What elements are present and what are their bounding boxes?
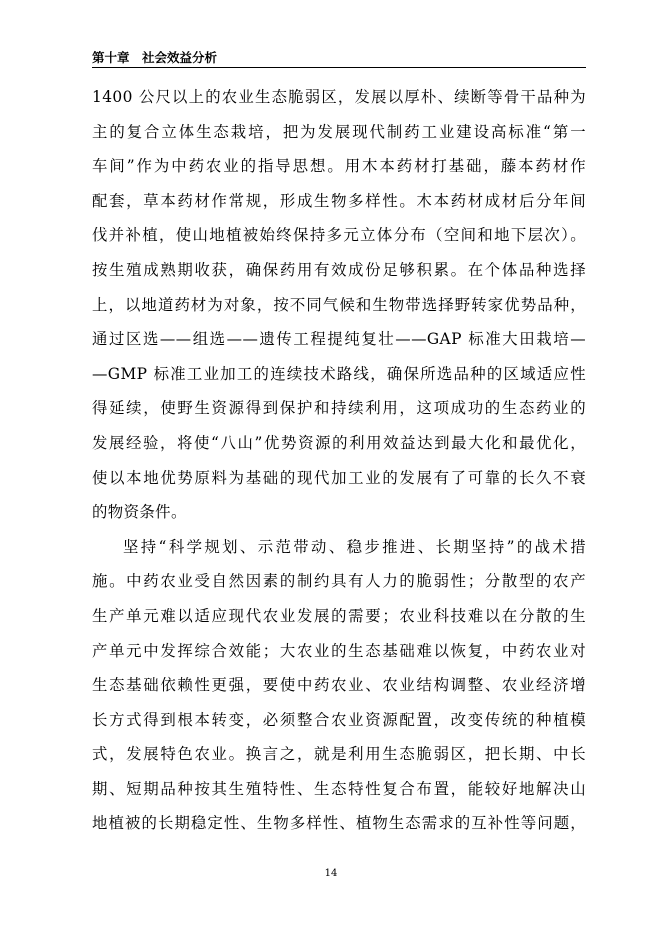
body-text [92, 80, 586, 841]
text-line: 的物资条件。 [92, 503, 187, 522]
text-line: 使以本地优势原料为基础的现代加工业的发展有了可靠的长久不衰 [92, 468, 586, 487]
text-line: 上，以地道药材为对象，按不同气候和生物带选择野转家优势品种， [92, 295, 586, 314]
text-line: 施。中药农业受自然因素的制约具有人力的脆弱性；分散型的农产 [92, 572, 586, 591]
text-line: 得延续，使野生资源得到保护和持续利用，这项成功的生态药业的 [92, 399, 586, 418]
text-line: 1400 公尺以上的农业生态脆弱区，发展以厚朴、续断等骨干品种为 [92, 88, 586, 106]
text-line: 式，发展特色农业。换言之，就是利用生态脆弱区，把长期、中长 [92, 745, 586, 764]
text-line: 按生殖成熟期收获，确保药用有效成份足够积累。在个体品种选择 [92, 260, 586, 279]
paragraph-2 [92, 530, 586, 841]
text-line: 车间”作为中药农业的指导思想。用木本药材打基础，藤本药材作 [92, 157, 586, 176]
page-header [92, 45, 586, 68]
page-number: 14 [324, 868, 338, 879]
text-line: 生态基础依赖性更强，要使中药农业、农业结构调整、农业经济增 [92, 676, 586, 695]
text-line: 长方式得到根本转变，必须整合农业资源配置，改变传统的种植模 [92, 710, 586, 729]
text-line: 通过区选——组选——遗传工程提纯复壮——GAP 标准大田栽培— [92, 330, 586, 349]
text-line: 配套，草本药材作常规，形成生物多样性。木本药材成材后分年间 [92, 191, 586, 210]
text-line: 期、短期品种按其生殖特性、生态特性复合布置，能较好地解决山 [92, 779, 586, 798]
chapter-title: 第十章 社会效益分析 [92, 50, 218, 65]
text-line: 主的复合立体生态栽培，把为发展现代制药工业建设高标准“第一 [92, 122, 586, 141]
text-line: —GMP 标准工业加工的连续技术路线，确保所选品种的区域适应性 [92, 364, 586, 383]
text-line: 生产单元难以适应现代农业发展的需要；农业科技难以在分散的生 [92, 606, 586, 625]
text-line: 伐并补植，使山地植被始终保持多元立体分布（空间和地下层次）。 [92, 226, 586, 245]
text-line: 发展经验，将使“八山”优势资源的利用效益达到最大化和最优化， [92, 433, 586, 452]
text-line: 地植被的长期稳定性、生物多样性、植物生态需求的互补性等问题， [92, 814, 586, 833]
paragraph-1 [92, 80, 586, 530]
text-line: 产单元中发挥综合效能；大农业的生态基础难以恢复，中药农业对 [92, 641, 586, 660]
text-line: 坚持“科学规划、示范带动、稳步推进、长期坚持”的战术措 [123, 537, 586, 556]
